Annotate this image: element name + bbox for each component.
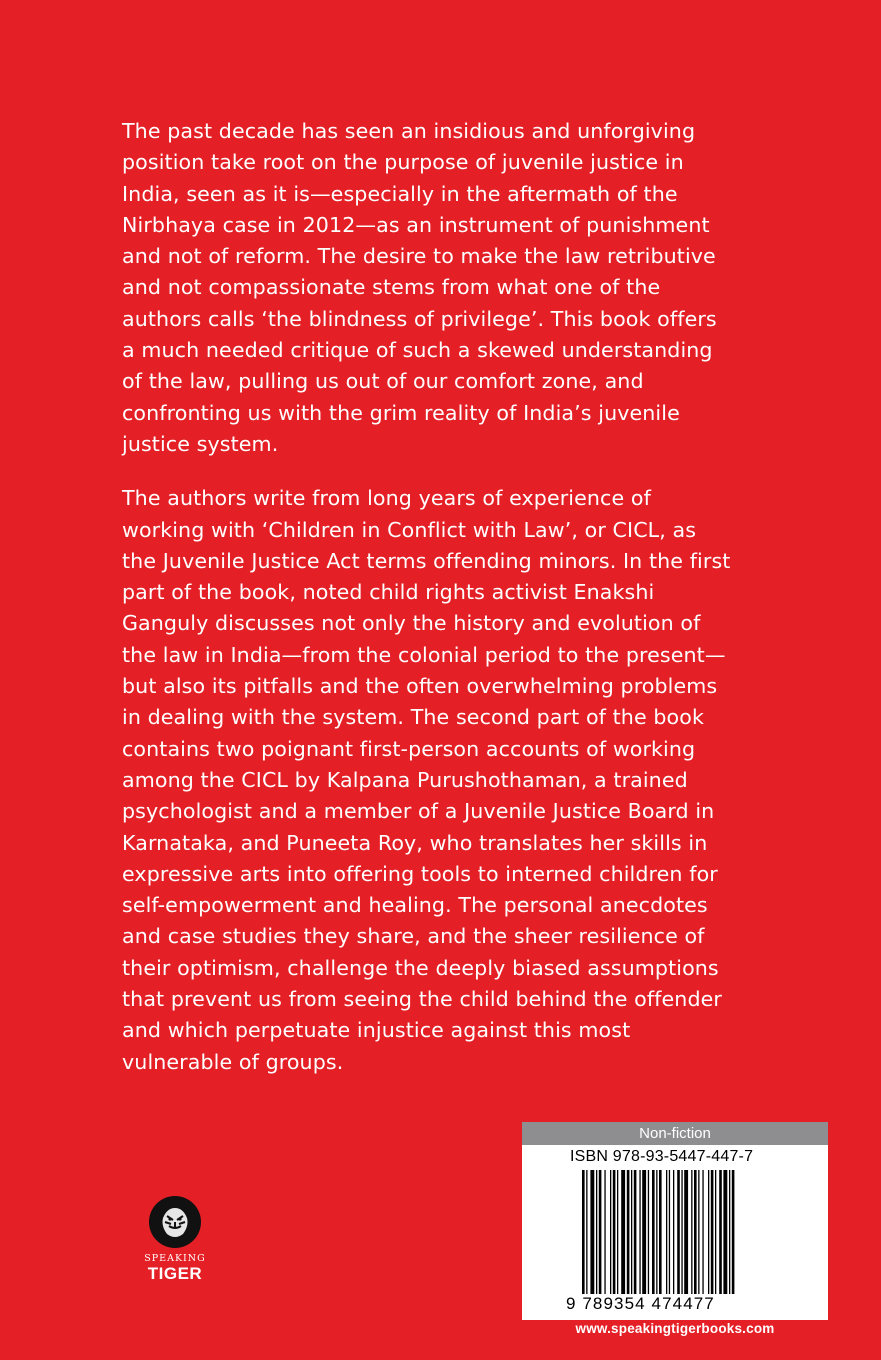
logo-text-tiger: TIGER <box>147 1264 203 1283</box>
publisher-website: www.speakingtigerbooks.com <box>575 1321 775 1336</box>
blurb-paragraph-1: The past decade has seen an insidious and unforgiving position take root on the purpose of juvenile justice in India, seen as it is—especially in the aftermath of the Nirbhaya case in 2012—as an instrument of punishment and not of reform. The desire to make the law retributive and not compassionate stems from what one of the authors calls ‘the blindness of privilege’. This book offers a much needed critique of such a skewed understanding of the law, pulling us out of our comfort zone, and confronting us with the grim reality of India’s juvenile justice system. <box>122 119 717 456</box>
tiger-icon <box>149 1196 201 1248</box>
barcode-panel <box>522 1122 828 1320</box>
publisher-logo <box>130 1196 220 1284</box>
back-cover-blurb <box>122 116 734 1101</box>
isbn-digits: 9 789354 474477 <box>566 1294 715 1313</box>
isbn-text: ISBN 978-93-5447-447-7 <box>570 1148 754 1165</box>
barcode-image <box>582 1170 782 1300</box>
logo-text-speaking: SPEAKING <box>144 1253 206 1264</box>
blurb-paragraph-2: The authors write from long years of experience of working with ‘Children in Conflict with Law’, or CICL, as the Juvenile Justice Act terms offending minors. In the first part of the book, noted child rights activist Enakshi Ganguly discusses not only the history and evolution of the law in India—from the colonial period to the present—but also its pitfalls and the often overwhelming problems in dealing with the system. The second part of the book contains two poignant first-person accounts of working among the CICL by Kalpana Purushothaman, a trained psychologist and a member of a Juvenile Justice Board in Karnataka, and Puneeta Roy, who translates her skills in expressive arts into offering tools to interned children for self-empowerment and healing. The personal anecdotes and case studies they share, and the sheer resilience of their optimism, challenge the deeply biased assumptions that prevent us from seeing the child behind the offender and which perpetuate injustice against this most vulnerable of groups. <box>122 486 731 1074</box>
genre-label: Non-fiction <box>522 1122 828 1145</box>
